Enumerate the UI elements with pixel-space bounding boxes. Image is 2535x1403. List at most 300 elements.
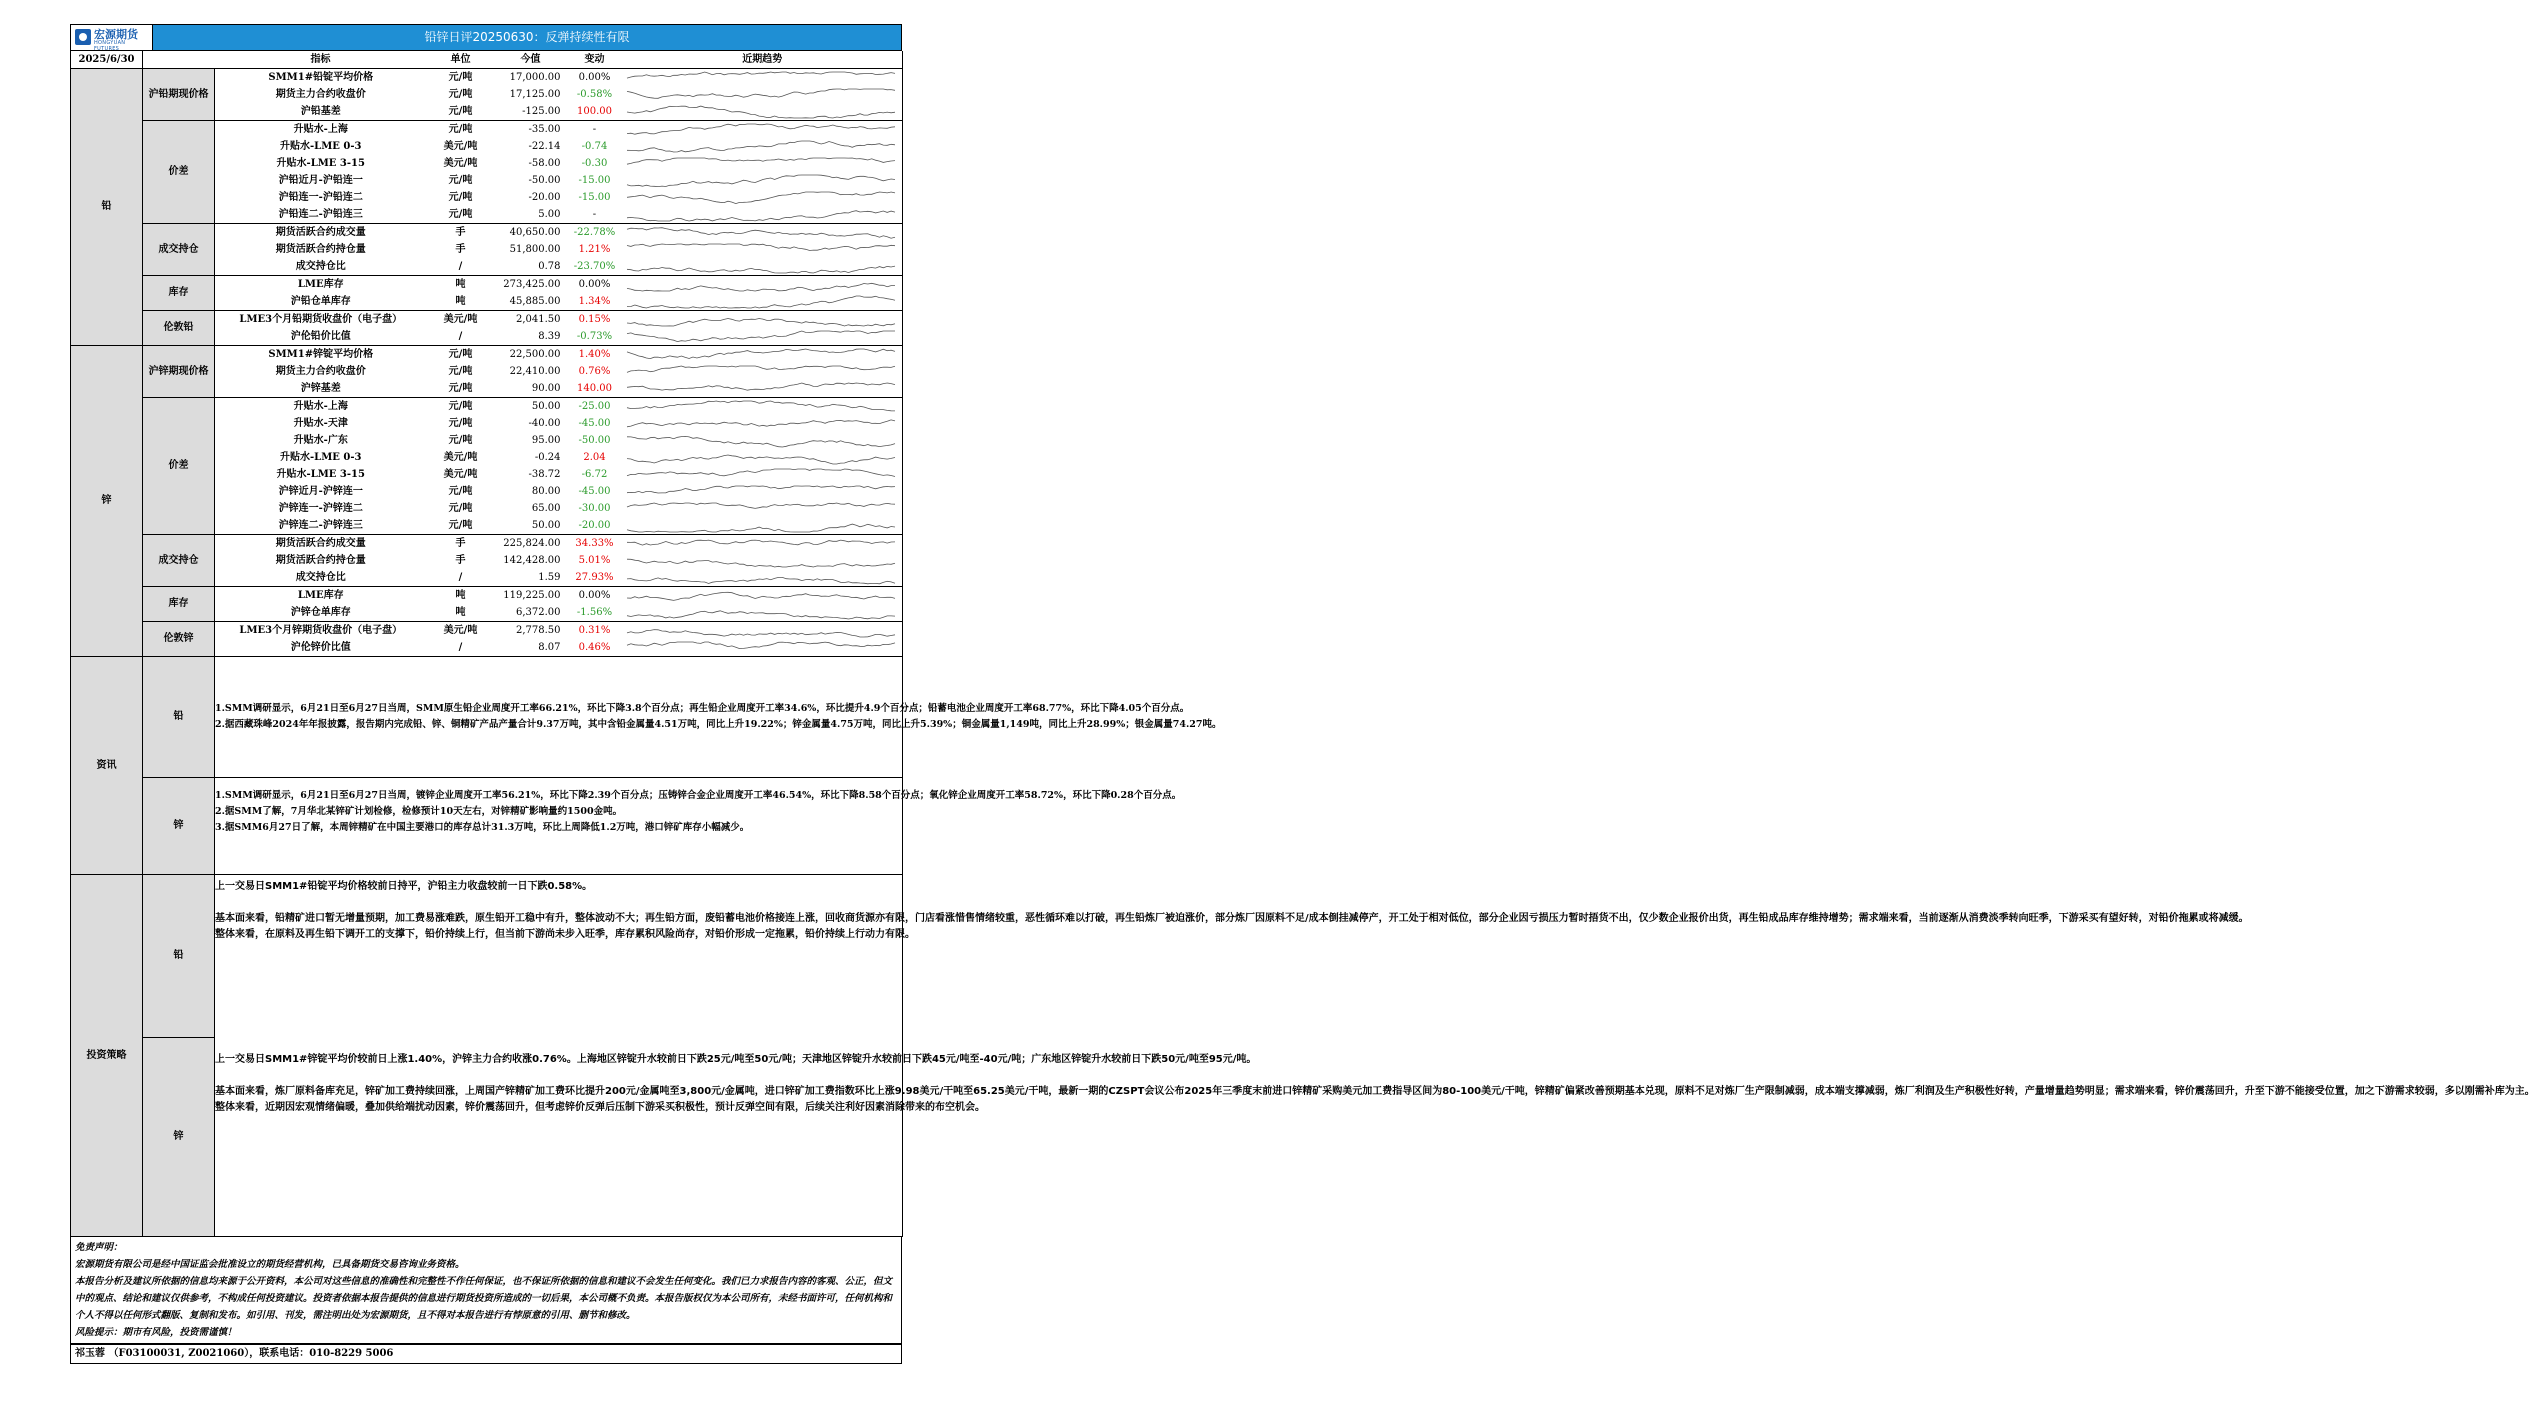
trend-cell [623, 138, 903, 155]
sparkline-path [627, 383, 895, 390]
metal-category: 锌 [71, 346, 143, 657]
news-zinc-item: 2.据SMM了解，7月华北某锌矿计划检修，检修预计10天左右，对锌精矿影响量约1500金吨。 [215, 806, 623, 817]
change-cell: -22.78% [573, 226, 616, 238]
indicator-cell: SMM1#铅锭平均价格 [268, 71, 374, 83]
value-cell: 273,425.00 [503, 278, 561, 290]
sparkline [623, 70, 899, 86]
unit-cell: 元/吨 [448, 71, 473, 83]
trend-cell [623, 604, 903, 622]
column-indicator: 指标 [215, 51, 427, 69]
unit-cell: 元/吨 [448, 88, 473, 100]
sparkline [623, 570, 899, 586]
trend-cell [623, 69, 903, 87]
news-zinc-item: 3.据SMM6月27日了解，本周锌精矿在中国主要港口的库存总计31.3万吨，环比上周降低1.2万吨，港口锌矿库存小幅减少。 [215, 822, 750, 833]
trend-cell [623, 380, 903, 398]
unit-cell: 元/吨 [427, 103, 495, 121]
sparkline-path [627, 524, 895, 532]
report-frame [70, 24, 2535, 1364]
unit-cell: 元/吨 [448, 502, 473, 514]
report-date: 2025/6/30 [71, 51, 143, 69]
change-cell: 1.21% [578, 243, 611, 255]
change-cell: - [592, 123, 597, 135]
indicator-cell: 期货主力合约收盘价 [275, 88, 366, 100]
indicator-cell: LME3个月锌期货收盘价（电子盘） [239, 624, 403, 636]
sparkline-path [627, 419, 895, 426]
unit-cell: 美元/吨 [443, 157, 478, 169]
change-cell: 2.04 [583, 451, 606, 463]
sparkline-path [627, 244, 895, 251]
column-header-row [71, 51, 903, 69]
unit-cell: / [427, 639, 495, 657]
indicator-cell: 升贴水-天津 [293, 417, 348, 429]
change-cell: -0.73% [567, 328, 623, 346]
group-label: 价差 [143, 121, 215, 224]
trend-cell [623, 311, 903, 329]
value-cell: 17,125.00 [509, 88, 561, 100]
trend-cell [623, 449, 903, 466]
trend-cell [623, 552, 903, 569]
change-cell: 0.31% [578, 624, 611, 636]
unit-cell: 手 [455, 554, 466, 566]
logo-mark-icon [75, 29, 91, 45]
sparkline-path [627, 266, 895, 273]
trend-cell [623, 86, 903, 103]
unit-cell: 元/吨 [448, 485, 473, 497]
commentary-table [70, 657, 2535, 1237]
unit-cell: 元/吨 [448, 191, 473, 203]
table-row [71, 622, 903, 640]
sparkline-path [627, 158, 895, 164]
value-cell: 1.59 [495, 569, 567, 587]
indicator-cell: SMM1#锌锭平均价格 [268, 348, 374, 360]
sparkline-path [627, 577, 895, 583]
value-cell: 22,410.00 [509, 365, 561, 377]
indicator-cell: 沪锌连一-沪锌连二 [278, 502, 363, 514]
unit-cell: 元/吨 [427, 380, 495, 398]
trend-cell [623, 293, 903, 311]
trend-cell [623, 103, 903, 121]
sparkline [623, 139, 899, 155]
change-cell: 0.46% [567, 639, 623, 657]
sparkline [623, 173, 899, 189]
change-cell: 0.00% [578, 278, 611, 290]
value-cell: 142,428.00 [503, 554, 561, 566]
sparkline [623, 553, 899, 569]
sparkline [623, 347, 899, 363]
change-cell: 0.00% [578, 589, 611, 601]
unit-cell: / [427, 328, 495, 346]
analyst-contact: 祁玉蓉 （F03100031, Z0021060），联系电话：010-8229 5006 [70, 1344, 902, 1364]
trend-cell [623, 276, 903, 294]
news-lead-text [215, 657, 1222, 778]
indicator-cell: 期货活跃合约持仓量 [275, 243, 366, 255]
sparkline-path [627, 503, 895, 508]
unit-cell: 美元/吨 [443, 624, 478, 636]
sparkline [623, 433, 899, 449]
sparkline-path [627, 318, 895, 326]
sparkline-path [627, 106, 895, 118]
sparkline-path [627, 486, 895, 493]
value-cell: 40,650.00 [509, 226, 561, 238]
change-cell: - [567, 206, 623, 224]
value-cell: 17,000.00 [509, 71, 561, 83]
table-row [71, 276, 903, 294]
sparkline-path [627, 192, 895, 204]
change-cell: 1.40% [578, 348, 611, 360]
indicator-cell: 期货活跃合约持仓量 [275, 554, 366, 566]
change-cell: -1.56% [567, 604, 623, 622]
indicator-cell: 期货活跃合约成交量 [275, 537, 366, 549]
news-label: 资讯 [71, 657, 143, 875]
trend-cell [623, 121, 903, 139]
value-cell: 225,824.00 [503, 537, 561, 549]
change-cell: -45.00 [578, 485, 611, 497]
change-cell: -0.74 [581, 140, 608, 152]
sparkline [623, 501, 899, 517]
sparkline [623, 312, 899, 328]
change-cell: -45.00 [578, 417, 611, 429]
change-cell: 1.34% [567, 293, 623, 311]
strategy-zinc-para: 整体来看，近期因宏观情绪偏暖，叠加供给端扰动因素，锌价震荡回升，但考虑锌价反弹后压制下游采买积极性，预计反弹空间有限，后续关注利好因素消除带来的布空机会。 [215, 1101, 985, 1113]
indicator-cell: 沪锌连二-沪锌连三 [215, 517, 427, 535]
sparkline-path [627, 210, 895, 220]
sparkline-path [627, 592, 895, 600]
trend-cell [623, 432, 903, 449]
sparkline [623, 225, 899, 241]
value-cell: -125.00 [495, 103, 567, 121]
table-row [71, 346, 903, 364]
indicator-cell: 升贴水-上海 [293, 123, 348, 135]
indicator-cell: 升贴水-LME 0-3 [280, 140, 362, 152]
change-cell: -15.00 [578, 174, 611, 186]
sparkline [623, 329, 899, 345]
table-row [71, 398, 903, 416]
trend-cell [623, 569, 903, 587]
value-cell: 90.00 [495, 380, 567, 398]
unit-cell: 吨 [455, 589, 466, 601]
sparkline [623, 467, 899, 483]
value-cell: 6,372.00 [495, 604, 567, 622]
change-cell: 140.00 [567, 380, 623, 398]
news-zinc-label: 锌 [143, 778, 215, 875]
sparkline-path [627, 469, 895, 477]
change-cell: 5.01% [578, 554, 611, 566]
change-cell: -6.72 [581, 468, 608, 480]
unit-cell: 手 [455, 537, 466, 549]
table-row [71, 535, 903, 553]
sparkline-path [627, 436, 895, 447]
column-trend: 近期趋势 [623, 51, 903, 69]
sparkline [623, 242, 899, 258]
value-cell: 119,225.00 [503, 589, 561, 601]
unit-cell: 手 [455, 226, 466, 238]
group-label: 沪铅期现价格 [143, 69, 215, 121]
indicator-cell: 升贴水-上海 [293, 400, 348, 412]
news-lead-item: 2.据西藏珠峰2024年年报披露，报告期内完成铅、锌、铜精矿产品产量合计9.37万吨，其中含铅金属量4.51万吨，同比上升19.22%；锌金属量4.75万吨，同比上升5.39%；铜金属量1,149吨，同比上升28.99%；银金属量74.27吨。 [215, 719, 1222, 730]
sparkline-path [627, 141, 895, 152]
group-label: 库存 [143, 276, 215, 311]
value-cell: 50.00 [531, 400, 561, 412]
indicator-cell: 升贴水-广东 [293, 434, 348, 446]
value-cell: -0.24 [534, 451, 561, 463]
sparkline-path [627, 283, 895, 291]
sparkline [623, 518, 899, 534]
unit-cell: 美元/吨 [443, 468, 478, 480]
disclaimer-line: 风险提示：期市有风险，投资需谨慎！ [75, 1327, 237, 1338]
sparkline [623, 450, 899, 466]
sparkline [623, 259, 899, 275]
sparkline-path [627, 296, 895, 308]
strategy-lead-para: 整体来看，在原料及再生铅下调开工的支撑下，铅价持续上行，但当前下游尚未步入旺季，库存累积风险尚存，对铅价形成一定拖累，铅价持续上行动力有限。 [215, 929, 915, 940]
sparkline-path [627, 331, 895, 342]
sparkline-path [627, 175, 895, 187]
value-cell: 8.39 [495, 328, 567, 346]
change-cell: -50.00 [578, 434, 611, 446]
sparkline-path [627, 124, 895, 134]
trend-cell [623, 363, 903, 380]
unit-cell: 元/吨 [448, 417, 473, 429]
value-cell: -40.00 [528, 417, 561, 429]
unit-cell: 手 [455, 243, 466, 255]
sparkline-path [627, 540, 895, 545]
trend-cell [623, 517, 903, 535]
sparkline [623, 588, 899, 604]
sparkline [623, 640, 899, 656]
indicator-cell: 沪伦铅价比值 [215, 328, 427, 346]
change-cell: 34.33% [575, 537, 614, 549]
trend-cell [623, 206, 903, 224]
value-cell: 2,041.50 [515, 313, 561, 325]
sparkline [623, 364, 899, 380]
unit-cell: 吨 [455, 278, 466, 290]
sparkline [623, 190, 899, 206]
value-cell: 80.00 [531, 485, 561, 497]
group-label: 成交持仓 [143, 224, 215, 276]
unit-cell: 元/吨 [448, 365, 473, 377]
table-row [71, 587, 903, 605]
sparkline [623, 277, 899, 293]
unit-cell: 美元/吨 [443, 140, 478, 152]
value-cell: -38.72 [528, 468, 561, 480]
unit-cell: 吨 [427, 293, 495, 311]
trend-cell [623, 189, 903, 206]
news-lead-item: 1.SMM调研显示，6月21日至6月27日当周，SMM原生铅企业周度开工率66.21%，环比下降3.8个百分点；再生铅企业周度开工率34.6%，环比提升4.9个百分点；铅蓄电池企业周度开工率68.77%，环比下降4.05个百分点。 [215, 703, 1190, 714]
unit-cell: 元/吨 [448, 174, 473, 186]
trend-cell [623, 483, 903, 500]
indicator-cell: 沪铅连一-沪铅连二 [278, 191, 363, 203]
group-label: 伦敦铅 [143, 311, 215, 346]
trend-cell [623, 639, 903, 657]
indicator-cell: LME3个月铅期货收盘价（电子盘） [239, 313, 403, 325]
value-cell: 51,800.00 [509, 243, 561, 255]
indicator-cell: 成交持仓比 [215, 569, 427, 587]
logo-text: 宏源期货 [94, 28, 138, 41]
unit-cell: 元/吨 [427, 206, 495, 224]
trend-cell [623, 415, 903, 432]
report-header [70, 24, 902, 51]
value-cell: 45,885.00 [495, 293, 567, 311]
table-row [71, 224, 903, 242]
value-cell: -50.00 [528, 174, 561, 186]
sparkline [623, 605, 899, 621]
strategy-label: 投资策略 [71, 875, 143, 1237]
value-cell: 8.07 [495, 639, 567, 657]
trend-cell [623, 346, 903, 364]
table-row [71, 69, 903, 87]
value-cell: -20.00 [528, 191, 561, 203]
column-change: 变动 [567, 51, 623, 69]
sparkline [623, 484, 899, 500]
group-label: 沪锌期现价格 [143, 346, 215, 398]
value-cell: 2,778.50 [515, 624, 561, 636]
indicator-cell: 沪锌近月-沪锌连一 [278, 485, 363, 497]
unit-cell: 美元/吨 [443, 451, 478, 463]
trend-cell [623, 622, 903, 640]
unit-cell: 元/吨 [448, 348, 473, 360]
metal-category: 铅 [71, 69, 143, 346]
unit-cell: 美元/吨 [443, 313, 478, 325]
news-zinc-row [71, 778, 903, 875]
change-cell: -20.00 [567, 517, 623, 535]
trend-cell [623, 172, 903, 189]
indicator-cell: 升贴水-LME 0-3 [280, 451, 362, 463]
disclaimer-line: 宏源期货有限公司是经中国证监会批准设立的期货经营机构，已具备期货交易咨询业务资格。 [75, 1259, 465, 1270]
sparkline [623, 104, 899, 120]
strategy-zinc-label: 锌 [143, 1038, 215, 1237]
sparkline-path [627, 401, 895, 411]
unit-cell: 元/吨 [448, 123, 473, 135]
value-cell: 5.00 [495, 206, 567, 224]
indicator-cell: 成交持仓比 [215, 258, 427, 276]
unit-cell: 元/吨 [448, 434, 473, 446]
change-cell: -0.30 [581, 157, 608, 169]
strategy-zinc-para: 上一交易日SMM1#锌锭平均价较前日上涨1.40%，沪锌主力合约收涨0.76%。上海地区锌锭升水较前日下跌25元/吨至50元/吨；天津地区锌锭升水较前日下跌45元/吨至-40元/吨；广东地区锌锭升水较前日下跌50元/吨至95元/吨。 [215, 1053, 1257, 1065]
strategy-zinc-row [71, 1038, 903, 1237]
change-cell: 27.93% [567, 569, 623, 587]
group-label: 成交持仓 [143, 535, 215, 587]
sparkline [623, 416, 899, 432]
value-cell: 22,500.00 [509, 348, 561, 360]
sparkline [623, 87, 899, 103]
change-cell: -15.00 [578, 191, 611, 203]
change-cell: -0.58% [576, 88, 613, 100]
unit-cell: 元/吨 [448, 400, 473, 412]
sparkline [623, 294, 899, 310]
sparkline-path [627, 349, 895, 359]
sparkline [623, 122, 899, 138]
sparkline [623, 536, 899, 552]
change-cell: 0.76% [578, 365, 611, 377]
change-cell: -30.00 [578, 502, 611, 514]
indicator-cell: 沪铅仓单库存 [215, 293, 427, 311]
strategy-zinc-para: 基本面来看，炼厂原料备库充足，锌矿加工费持续回涨，上周国产锌精矿加工费环比提升200元/金属吨至3,800元/金属吨，进口锌矿加工费指数环比上涨9.98美元/干吨至65.25美元/干吨，最新一期的CZSPT会议公布2025年三季度末前进口锌精矿采购美元加工费指导区间为80-100美元/干吨，锌精矿偏紧改善预期基本兑现，原料不足对炼厂生产限制减弱，成本端支撑减弱，炼厂利润及生产积极性好转，产量增量趋势明显；需求端来看，锌价震荡回升，升至下游不能接受位置，加之下游需求较弱，多以刚需补库为主。 [215, 1085, 2535, 1097]
disclaimer-heading: 免责声明： [75, 1242, 123, 1253]
trend-cell [623, 241, 903, 258]
change-cell: -25.00 [578, 400, 611, 412]
sparkline-path [627, 455, 895, 464]
indicator-cell: 沪锌基差 [215, 380, 427, 398]
strategy-zinc-text [215, 1038, 2535, 1237]
trend-cell [623, 535, 903, 553]
company-logo [71, 25, 153, 50]
sparkline [623, 156, 899, 172]
indicator-cell: 升贴水-LME 3-15 [276, 468, 365, 480]
sparkline [623, 623, 899, 639]
value-cell: 95.00 [531, 434, 561, 446]
group-label: 伦敦锌 [143, 622, 215, 657]
strategy-lead-para: 上一交易日SMM1#铅锭平均价格较前日持平，沪铅主力收盘较前一日下跌0.58%。 [215, 881, 593, 892]
data-table [70, 51, 903, 657]
trend-cell [623, 155, 903, 172]
news-lead-row [71, 657, 903, 778]
news-lead-label: 铅 [143, 657, 215, 778]
sparkline-path [627, 610, 895, 618]
group-label: 库存 [143, 587, 215, 622]
change-cell: 0.00% [578, 71, 611, 83]
change-cell: -23.70% [567, 258, 623, 276]
unit-cell: / [427, 569, 495, 587]
trend-cell [623, 500, 903, 517]
indicator-cell: LME库存 [297, 589, 344, 601]
logo-subtext: HONGYUAN FUTURES [94, 40, 126, 52]
sparkline-path [627, 629, 895, 636]
sparkline-path [627, 227, 895, 238]
value-cell: 0.78 [495, 258, 567, 276]
indicator-cell: 期货活跃合约成交量 [275, 226, 366, 238]
strategy-lead-para: 基本面来看，铅精矿进口暂无增量预期，加工费易涨难跌，原生铅开工稳中有升，整体波动不大；再生铅方面，废铅蓄电池价格接连上涨，回收商货源亦有限，门店看涨惜售情绪较重，恶性循环难以打破，再生铅炼厂被迫涨价，部分炼厂因原料不足/成本倒挂减停产，开工处于相对低位，部分企业因亏损压力暂时捂货不出，仅少数企业报价出货，再生铅成品库存维持增势；需求端来看，当前逐渐从消费淡季转向旺季，下游采买有望好转，对铅价拖累或将减缓。 [215, 913, 2249, 924]
column-unit: 单位 [427, 51, 495, 69]
value-cell: -58.00 [528, 157, 561, 169]
indicator-cell: 期货主力合约收盘价 [275, 365, 366, 377]
trend-cell [623, 398, 903, 416]
sparkline [623, 207, 899, 223]
sparkline-path [627, 89, 895, 98]
indicator-cell: LME库存 [297, 278, 344, 290]
trend-cell [623, 224, 903, 242]
sparkline-path [627, 642, 895, 649]
indicator-cell: 沪铅连二-沪铅连三 [215, 206, 427, 224]
group-label: 价差 [143, 398, 215, 535]
value-cell: -35.00 [528, 123, 561, 135]
value-cell: 65.00 [531, 502, 561, 514]
trend-cell [623, 258, 903, 276]
trend-cell [623, 328, 903, 346]
sparkline [623, 381, 899, 397]
indicator-cell: 沪伦锌价比值 [215, 639, 427, 657]
sparkline [623, 399, 899, 415]
indicator-cell: 沪锌仓单库存 [215, 604, 427, 622]
table-row [71, 311, 903, 329]
sparkline-path [627, 366, 895, 372]
indicator-cell: 沪铅基差 [215, 103, 427, 121]
unit-cell: / [427, 258, 495, 276]
value-cell: -22.14 [528, 140, 561, 152]
unit-cell: 吨 [427, 604, 495, 622]
change-cell: 100.00 [567, 103, 623, 121]
strategy-lead-label: 铅 [143, 875, 215, 1038]
report-title: 铅锌日评20250630：反弹持续性有限 [424, 30, 630, 44]
news-zinc-item: 1.SMM调研显示，6月21日至6月27日当周，镀锌企业周度开工率56.21%，环比下降2.39个百分点；压铸锌合金企业周度开工率46.54%，环比下降8.58个百分点；氧化锌企业周度开工率58.72%，环比下降0.28个百分点。 [215, 790, 1182, 801]
value-cell: 50.00 [495, 517, 567, 535]
trend-cell [623, 466, 903, 483]
strategy-lead-text [215, 875, 2249, 1038]
change-cell: 0.15% [578, 313, 611, 325]
trend-cell [623, 587, 903, 605]
unit-cell: 元/吨 [427, 517, 495, 535]
indicator-cell: 沪铅近月-沪铅连一 [278, 174, 363, 186]
indicator-cell: 升贴水-LME 3-15 [276, 157, 365, 169]
disclaimer [70, 1237, 902, 1344]
